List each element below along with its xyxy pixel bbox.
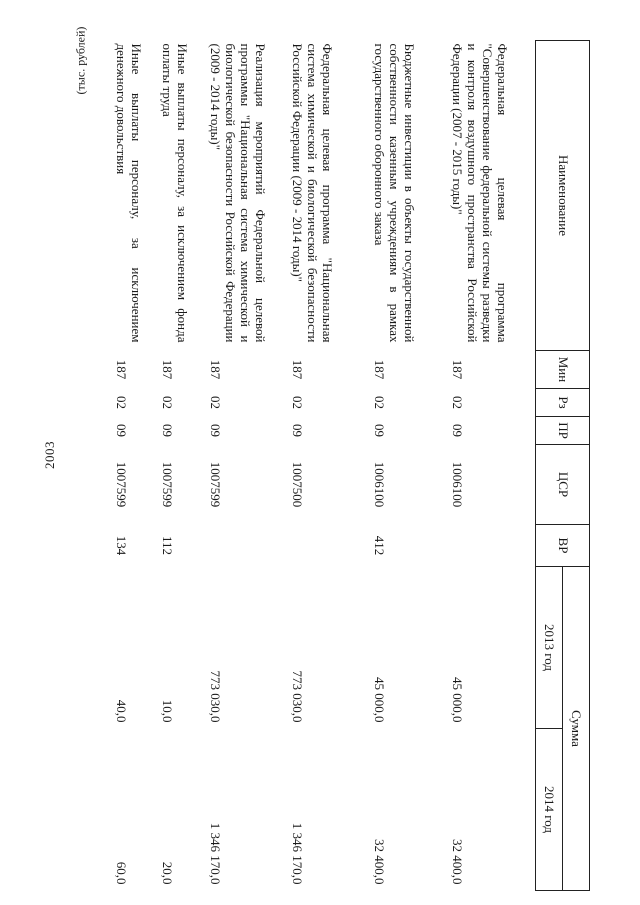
header-rz: Рз (536, 389, 590, 417)
row-csr: 1007599 (208, 461, 224, 508)
row-csr: 1006100 (372, 461, 388, 508)
header-year-2013: 2013 год (536, 567, 563, 729)
header-vr: ВР (536, 525, 590, 567)
budget-table (112, 40, 591, 891)
table-row (370, 41, 448, 891)
header-name: Наименование (536, 41, 590, 351)
table-row (288, 41, 370, 891)
row-sum-2013: 45 000,0 (372, 677, 388, 723)
row-vr (448, 525, 536, 567)
table-row (112, 41, 158, 891)
row-name: Федеральная целевая программа "Национальная система химической и биологической безопасности Российской Федерации (2009 - 2014 годы)" (290, 43, 336, 343)
row-name: Реализация мероприятий Федеральной целевой программы "Национальная система химической и биологической безопасности Российской Федерации (2009 - 2014 годы)" (208, 43, 269, 343)
row-sum-2013: 10,0 (160, 699, 176, 723)
header-pr: ПР (536, 417, 590, 445)
row-sum-2013: 40,0 (114, 699, 130, 723)
row-rz: 02 (290, 396, 306, 409)
row-name: Федеральная целевая программа "Совершенствование федеральной системы разведки и контроля воздушного пространства Российской Федерации (2007 - 2015 годы)" (450, 43, 511, 343)
units-note: (тыс. рублей) (73, 26, 88, 95)
table-header (536, 41, 590, 891)
row-sum-2014: 32 400,0 (372, 839, 388, 885)
row-vr (288, 525, 370, 567)
table-body (112, 41, 536, 891)
row-csr: 1007599 (160, 461, 176, 508)
row-min: 187 (160, 359, 176, 380)
row-sum-2014: 32 400,0 (450, 839, 466, 885)
page-number: 2003 (42, 441, 57, 469)
row-vr: 412 (372, 535, 388, 556)
row-pr: 09 (208, 424, 224, 437)
header-year-2014: 2014 год (536, 729, 563, 891)
table-row (158, 41, 206, 891)
row-rz: 02 (208, 396, 224, 409)
row-sum-2014: 1 346 170,0 (208, 822, 224, 885)
table-row (448, 41, 536, 891)
row-min: 187 (114, 359, 130, 380)
row-sum-2013: 773 030,0 (208, 670, 224, 723)
row-csr: 1006100 (450, 461, 466, 508)
row-csr: 1007599 (114, 461, 130, 508)
row-csr: 1007500 (290, 461, 306, 508)
row-sum-2014: 20,0 (160, 861, 176, 885)
row-vr: 112 (160, 535, 176, 556)
table-row (206, 41, 288, 891)
rotated-page (60, 40, 590, 890)
header-min: Мин (536, 351, 590, 389)
row-min: 187 (372, 359, 388, 380)
row-vr: 134 (114, 535, 130, 556)
row-pr: 09 (372, 424, 388, 437)
row-rz: 02 (114, 396, 130, 409)
row-sum-2014: 1 346 170,0 (290, 822, 306, 885)
row-sum-2013: 773 030,0 (290, 670, 306, 723)
row-rz: 02 (160, 396, 176, 409)
row-min: 187 (450, 359, 466, 380)
row-min: 187 (290, 359, 306, 380)
row-rz: 02 (372, 396, 388, 409)
row-name: Бюджетные инвестиции в объекты государственной собственности казенным учреждениям в рамках государственного оборонного заказа (372, 43, 418, 343)
row-sum-2014: 60,0 (114, 861, 130, 885)
row-pr: 09 (290, 424, 306, 437)
row-vr (206, 525, 288, 567)
row-rz: 02 (450, 396, 466, 409)
header-sum: Сумма (563, 567, 590, 891)
row-min: 187 (208, 359, 224, 380)
row-sum-2013: 45 000,0 (450, 677, 466, 723)
row-pr: 09 (114, 424, 130, 437)
row-pr: 09 (450, 424, 466, 437)
row-name: Иные выплаты персоналу, за исключением денежного довольствия (114, 43, 145, 343)
row-pr: 09 (160, 424, 176, 437)
row-name: Иные выплаты персоналу, за исключением фонда оплаты труда (160, 43, 191, 343)
header-csr: ЦСР (536, 445, 590, 525)
